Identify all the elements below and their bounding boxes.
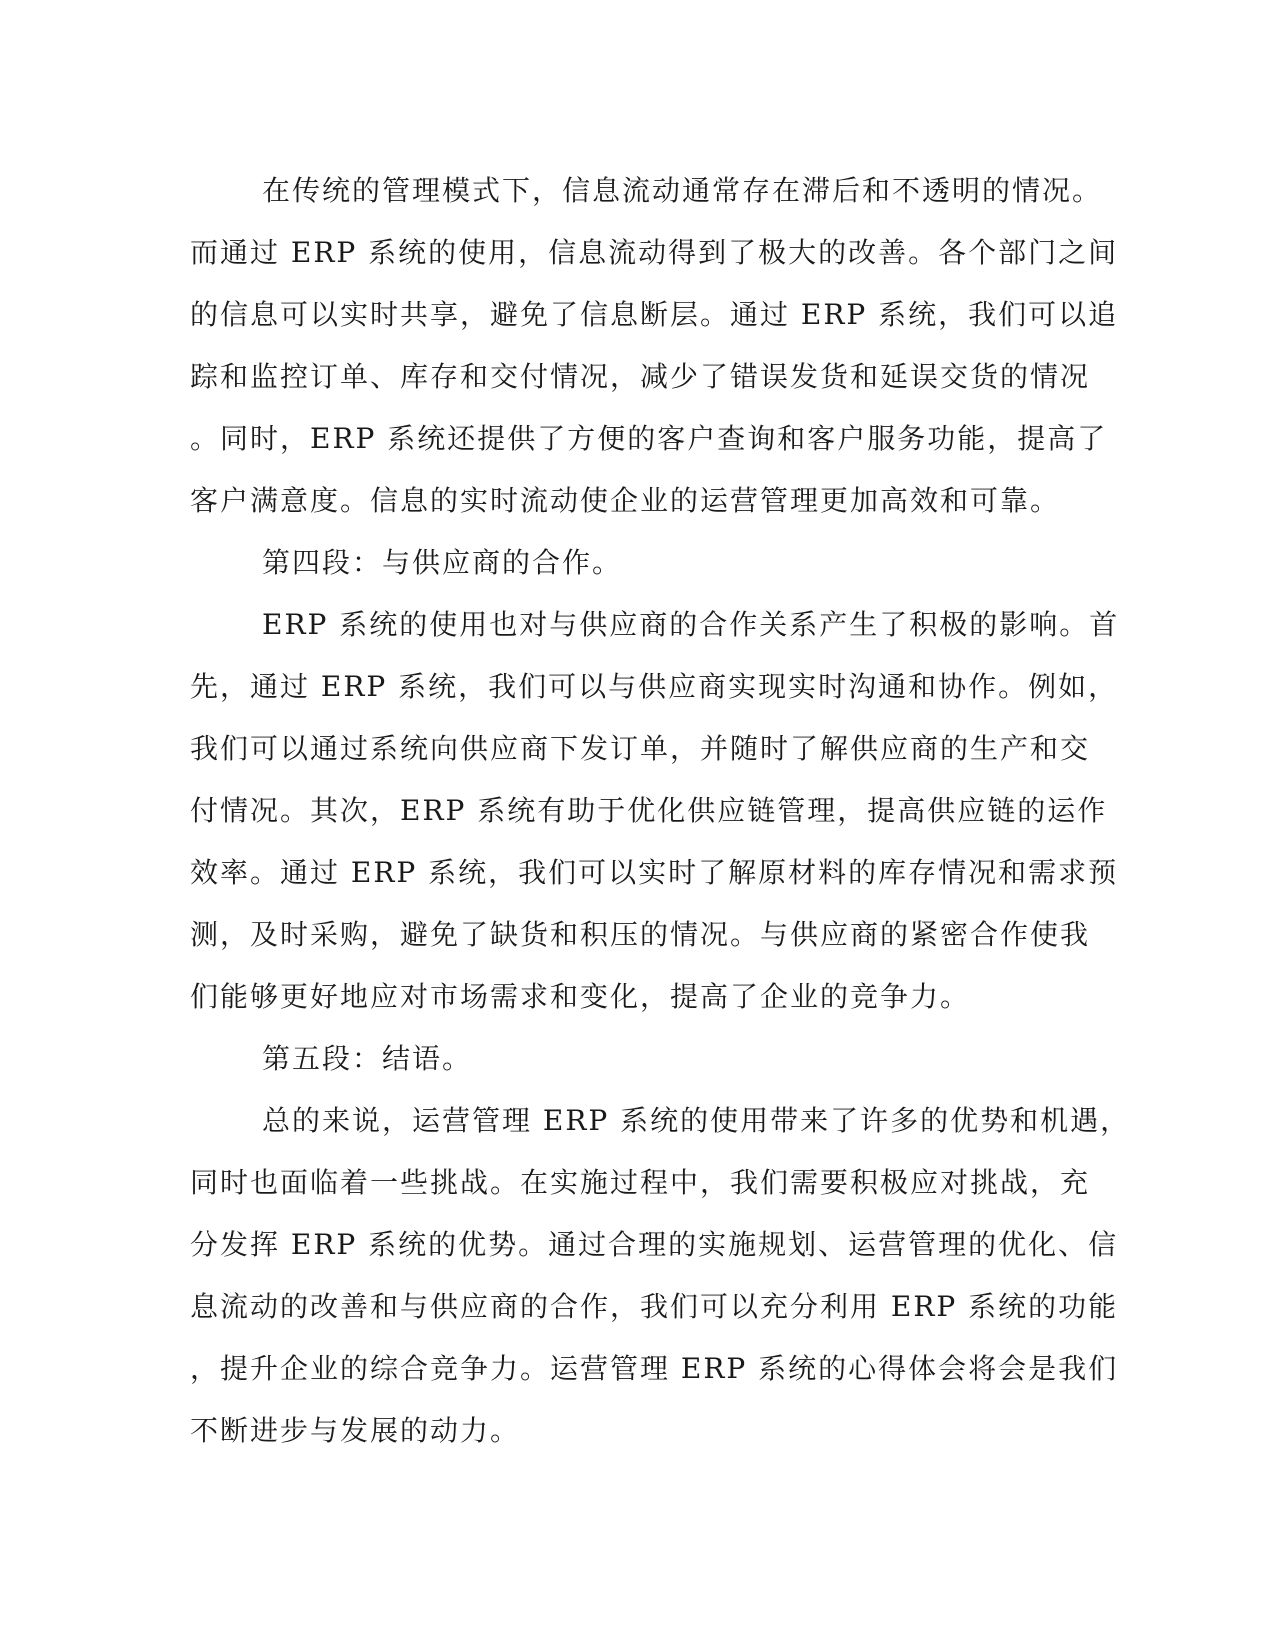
paragraph-line: ERP 系统的使用也对与供应商的合作关系产生了积极的影响。首 [262,608,1120,641]
paragraph-line: 我们可以通过系统向供应商下发订单，并随时了解供应商的生产和交 [190,732,1091,765]
paragraph-line: 效率。通过 ERP 系统，我们可以实时了解原材料的库存情况和需求预 [190,856,1119,889]
paragraph-line: 总的来说，运营管理 ERP 系统的使用带来了许多的优势和机遇， [262,1104,1131,1137]
paragraph-line: 们能够更好地应对市场需求和变化，提高了企业的竞争力。 [190,980,971,1013]
paragraph-line: 客户满意度。信息的实时流动使企业的运营管理更加高效和可靠。 [190,484,1061,517]
paragraph-line: 测，及时采购，避免了缺货和积压的情况。与供应商的紧密合作使我 [190,918,1091,951]
paragraph-line: 息流动的改善和与供应商的合作，我们可以充分利用 ERP 系统的功能 [190,1290,1119,1323]
paragraph-line: 踪和监控订单、库存和交付情况，减少了错误发货和延误交货的情况 [190,360,1091,393]
paragraph-line: 付情况。其次，ERP 系统有助于优化供应链管理，提高供应链的运作 [190,794,1108,827]
paragraph-line: 。同时，ERP 系统还提供了方便的客户查询和客户服务功能，提高了 [190,422,1108,455]
paragraph-line: 先，通过 ERP 系统，我们可以与供应商实现实时沟通和协作。例如， [190,670,1119,703]
paragraph-line: 分发挥 ERP 系统的优势。通过合理的实施规划、运营管理的优化、信 [190,1228,1119,1261]
paragraph-line: 的信息可以实时共享，避免了信息断层。通过 ERP 系统，我们可以追 [190,298,1119,331]
paragraph-line: 而通过 ERP 系统的使用，信息流动得到了极大的改善。各个部门之间 [190,236,1119,269]
section-heading: 第五段：结语。 [262,1042,473,1075]
document-body [190,160,1131,1462]
section-heading: 第四段：与供应商的合作。 [262,546,623,579]
paragraph-line: ，提升企业的综合竞争力。运营管理 ERP 系统的心得体会将会是我们 [190,1352,1119,1385]
paragraph-line: 不断进步与发展的动力。 [190,1414,521,1447]
paragraph-line: 同时也面临着一些挑战。在实施过程中，我们需要积极应对挑战，充 [190,1166,1091,1199]
paragraph-line: 在传统的管理模式下，信息流动通常存在滞后和不透明的情况。 [262,174,1103,207]
